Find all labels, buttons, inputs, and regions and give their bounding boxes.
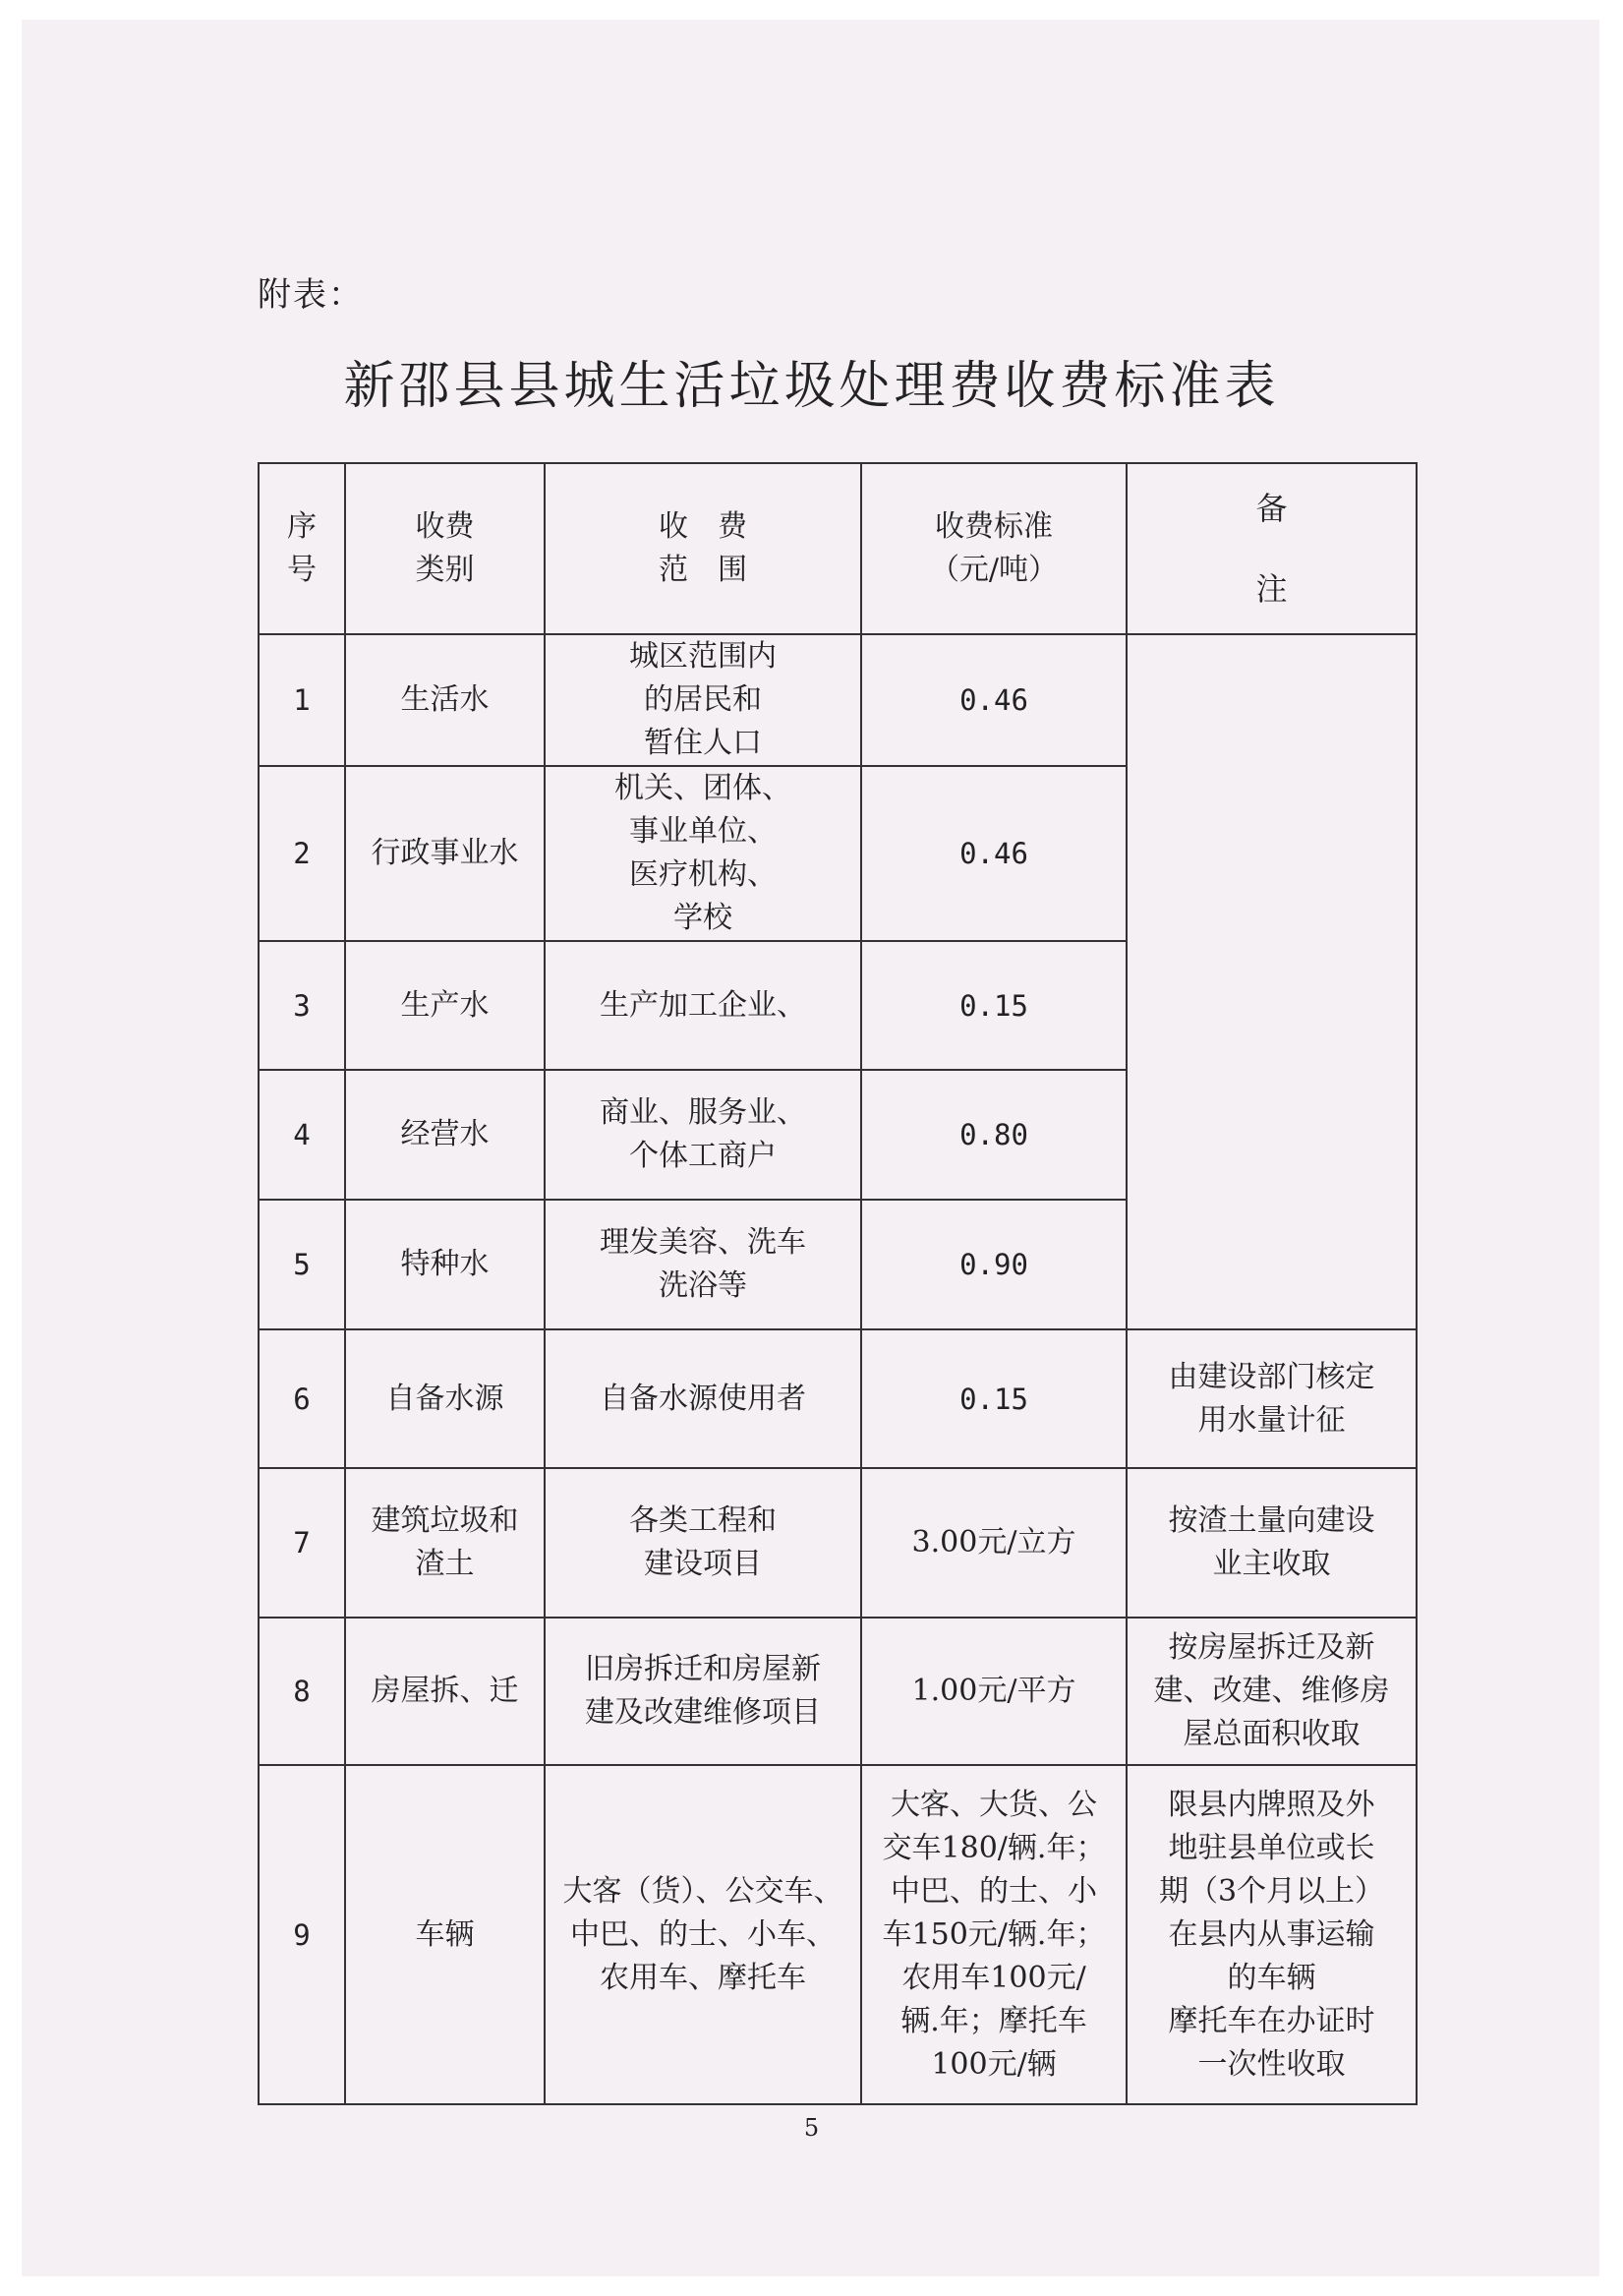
cell-seq: 3 — [259, 941, 345, 1070]
cell-standard: 大客、大货、公 交车180/辆.年； 中巴、的士、小 车150元/辆.年； 农用车100元/ 辆.年；摩托车 100元/辆 — [861, 1765, 1127, 2104]
table-row — [259, 1468, 1417, 1618]
cell-scope: 旧房拆迁和房屋新 建及改建维修项目 — [545, 1618, 861, 1765]
table-row — [259, 634, 1417, 766]
cell-category: 生产水 — [345, 941, 545, 1070]
table-row — [259, 1329, 1417, 1468]
cell-category: 生活水 — [345, 634, 545, 766]
cell-category: 经营水 — [345, 1070, 545, 1200]
page-number: 5 — [803, 2114, 820, 2142]
cell-standard: 0.80 — [861, 1070, 1127, 1200]
cell-seq: 1 — [259, 634, 345, 766]
table-row — [259, 1618, 1417, 1765]
cell-category: 建筑垃圾和 渣土 — [345, 1468, 545, 1618]
cell-remark: 按房屋拆迁及新 建、改建、维修房 屋总面积收取 — [1127, 1618, 1417, 1765]
table-header-row — [259, 463, 1417, 634]
cell-seq: 2 — [259, 766, 345, 941]
cell-standard: 0.90 — [861, 1200, 1127, 1329]
cell-scope: 大客（货）、公交车、 中巴、的士、小车、 农用车、摩托车 — [545, 1765, 861, 2104]
cell-scope: 生产加工企业、 — [545, 941, 861, 1070]
cell-seq: 5 — [259, 1200, 345, 1329]
fee-standard-table — [258, 462, 1418, 2105]
attachment-label: 附表： — [258, 275, 364, 315]
header-standard: 收费标准 （元/吨） — [861, 463, 1127, 634]
cell-remark: 由建设部门核定 用水量计征 — [1127, 1329, 1417, 1468]
header-remark: 备 注 — [1127, 463, 1417, 634]
cell-seq: 8 — [259, 1618, 345, 1765]
cell-standard: 0.15 — [861, 1329, 1127, 1468]
header-category: 收费 类别 — [345, 463, 545, 634]
cell-standard: 0.46 — [861, 634, 1127, 766]
document-title: 新邵县县城生活垃圾处理费收费标准表 — [343, 357, 1280, 416]
cell-scope: 各类工程和 建设项目 — [545, 1468, 861, 1618]
cell-category: 行政事业水 — [345, 766, 545, 941]
cell-seq: 6 — [259, 1329, 345, 1468]
cell-category: 房屋拆、迁 — [345, 1618, 545, 1765]
table-row — [259, 1765, 1417, 2104]
cell-scope: 理发美容、洗车 洗浴等 — [545, 1200, 861, 1329]
cell-standard: 0.46 — [861, 766, 1127, 941]
cell-scope: 机关、团体、 事业单位、 医疗机构、 学校 — [545, 766, 861, 941]
cell-seq: 4 — [259, 1070, 345, 1200]
header-seq: 序 号 — [259, 463, 345, 634]
cell-remark: 限县内牌照及外 地驻县单位或长 期（3个月以上） 在县内从事运输 的车辆 摩托车在办证时 一次性收取 — [1127, 1765, 1417, 2104]
cell-scope: 自备水源使用者 — [545, 1329, 861, 1468]
cell-category: 特种水 — [345, 1200, 545, 1329]
cell-scope: 商业、服务业、 个体工商户 — [545, 1070, 861, 1200]
cell-seq: 9 — [259, 1765, 345, 2104]
header-scope: 收 费 范 围 — [545, 463, 861, 634]
cell-remark: 按渣土量向建设 业主收取 — [1127, 1468, 1417, 1618]
cell-category: 自备水源 — [345, 1329, 545, 1468]
cell-remark-merged — [1127, 634, 1417, 1329]
cell-scope: 城区范围内 的居民和 暂住人口 — [545, 634, 861, 766]
cell-standard: 3.00元/立方 — [861, 1468, 1127, 1618]
cell-seq: 7 — [259, 1468, 345, 1618]
cell-standard: 1.00元/平方 — [861, 1618, 1127, 1765]
cell-standard: 0.15 — [861, 941, 1127, 1070]
cell-category: 车辆 — [345, 1765, 545, 2104]
